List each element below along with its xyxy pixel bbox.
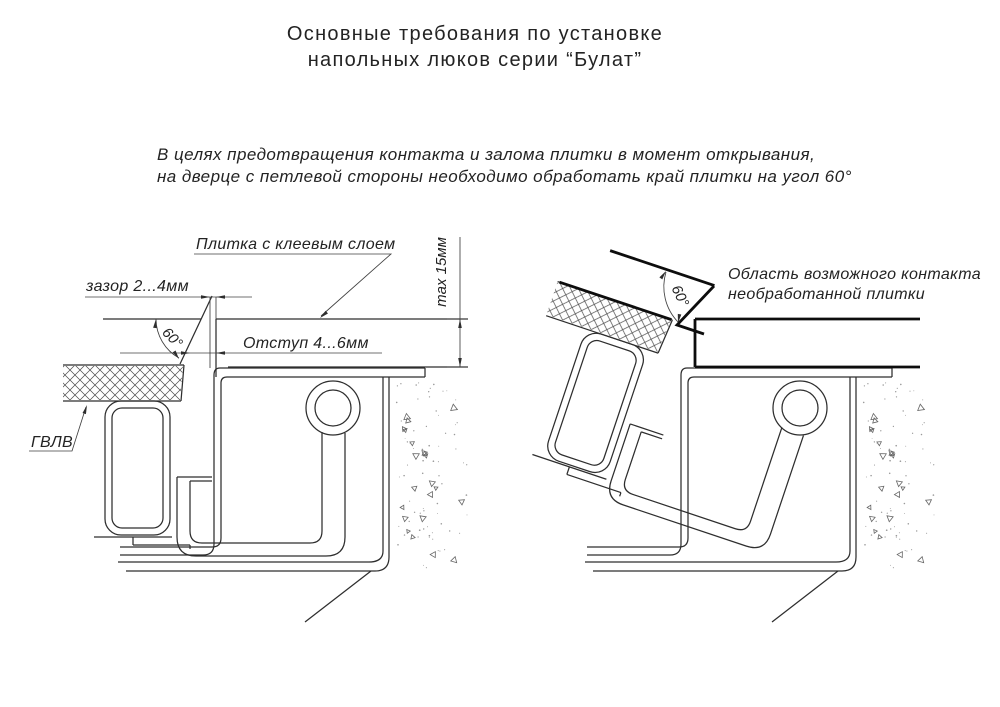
concrete-dot [870,475,872,477]
concrete-dot [429,535,431,537]
concrete-dot [423,565,424,566]
concrete-dot [422,460,424,462]
concrete-dot [428,391,429,392]
right-diagram [497,238,981,622]
concrete-dot [922,399,923,400]
concrete-dot [922,424,923,425]
concrete-dot [439,551,440,552]
concrete-dot [467,514,468,515]
concrete-dot [877,443,879,445]
concrete-dot [890,510,891,511]
concrete-dot [893,567,894,568]
concrete-dot [905,446,906,447]
concrete-dot [900,384,902,386]
concrete-dot [913,390,914,391]
concrete-dot [896,535,898,537]
note-line2: на дверце с петлевой стороны необходимо обработать край плитки на угол 60° [157,167,852,186]
concrete-speckle [867,505,871,509]
concrete-dot [423,508,424,509]
concrete-dot [890,528,891,529]
concrete-dot [880,430,881,431]
concrete-speckle [449,404,458,413]
concrete-dot [466,464,467,465]
concrete-dot [880,448,881,449]
concrete-dot [455,424,456,425]
concrete-dot [894,526,895,527]
contact-label-line2: необработанной плитки [728,286,926,303]
thickness-arrow-bottom [458,358,462,367]
concrete-dot [426,426,427,427]
offset-label: Отступ 4...6мм [243,335,369,352]
concrete-dot [449,530,450,531]
concrete-dot [895,391,896,392]
concrete-dot [865,526,866,527]
concrete-speckle [926,500,932,505]
concrete-dot [886,529,888,531]
concrete-dot [905,550,906,551]
thickness-arrow-top [458,319,462,328]
concrete-dot [438,446,439,447]
concrete-dot [445,433,446,434]
concrete-speckle [887,514,894,522]
concrete-speckle [427,492,432,498]
concrete-dot [905,415,906,416]
concrete-dot [864,385,865,386]
concrete-dot [413,448,414,449]
concrete-dot [413,430,414,431]
concrete-fill-left [396,382,468,568]
concrete-dot [933,464,934,465]
concrete-dot [422,473,424,475]
concrete-speckle [411,535,416,540]
concrete-dot [881,512,882,513]
concrete-dot [934,514,935,515]
extension-lines [210,297,216,368]
concrete-dot [407,465,408,466]
concrete-dot [455,448,456,449]
concrete-dot [899,532,900,533]
concrete-speckle [879,486,885,491]
page-title-line2: напольных люков серии “Булат” [307,49,643,71]
concrete-dot [420,513,421,514]
board-label: ГВЛВ [31,434,74,451]
concrete-dot [409,501,410,502]
concrete-dot [415,384,417,386]
concrete-speckle [878,535,883,540]
angle-label-right: 60° [667,282,692,310]
concrete-dot [906,551,907,552]
concrete-dot [924,422,925,423]
thickness-label: max 15мм [433,237,450,307]
concrete-dot [896,396,897,397]
angle-arrow-bottom [173,350,181,360]
concrete-dot [884,536,885,537]
concrete-speckle [916,404,925,413]
concrete-dot [899,539,900,540]
concrete-dot [900,460,902,462]
tile-leader-arrow [319,311,328,320]
concrete-dot [909,391,910,392]
concrete-dot [876,501,877,502]
concrete-dot [422,449,424,451]
concrete-dot [921,434,923,436]
concrete-dot [874,465,875,466]
concrete-dot [908,523,910,525]
concrete-dot [433,460,435,462]
concrete-speckle [897,550,905,557]
concrete-dot [399,477,400,478]
concrete-dot [430,388,431,389]
concrete-dot [466,494,468,496]
concrete-dot [890,508,891,509]
concrete-dot [433,384,435,386]
concrete-speckle [406,530,411,534]
concrete-speckle [451,556,458,563]
concrete-speckle [894,492,899,498]
floor-tile-thick [695,319,920,367]
tile-label: Плитка с клеевым слоем [196,236,396,253]
concrete-dot [912,433,913,434]
concrete-dot [874,441,875,442]
concrete-dot [897,388,898,389]
concrete-dot [922,448,923,449]
concrete-dot [428,445,430,447]
concrete-dot [866,477,867,478]
board-leader-arrow [83,404,89,414]
concrete-dot [889,460,891,462]
concrete-speckle [420,514,427,522]
concrete-dot [904,513,905,514]
concrete-dot [400,383,401,384]
concrete-dot [432,539,433,540]
concrete-dot [889,473,891,475]
page-title-line1: Основные требования по установке [286,23,664,45]
concrete-dot [441,523,443,525]
concrete-dot [889,449,891,451]
concrete-dot [868,420,869,421]
concrete-dot [893,426,894,427]
angle-label-left: 60° [158,324,186,352]
concrete-dot [396,402,398,404]
concrete-dot [896,537,897,538]
thickness-dim-line [447,237,468,367]
concrete-dot [423,510,424,511]
concrete-dot [933,494,935,496]
concrete-dot [863,402,865,404]
concrete-dot [438,415,439,416]
concrete-speckle [901,485,906,490]
concrete-dot [423,528,424,529]
concrete-dot [403,475,405,477]
concrete-speckle [878,451,886,459]
contact-label-line1: Область возможного контакта [728,266,981,283]
concrete-dot [887,513,888,514]
concrete-dot [419,529,421,531]
concrete-dot [911,549,912,550]
concrete-dot [884,398,885,399]
concrete-dot [432,532,433,533]
concrete-dot [407,441,408,442]
concrete-speckle [434,485,439,490]
concrete-dot [397,385,398,386]
concrete-dot [895,445,897,447]
concrete-dot [905,475,906,476]
concrete-dot [414,512,415,513]
concrete-dot [890,565,891,566]
concrete-dot [410,443,412,445]
concrete-dot [871,534,872,535]
concrete-dot [454,434,456,436]
concrete-dot [417,536,418,537]
concrete-dot [904,503,906,505]
concrete-dot [446,390,447,391]
gap-arrow-left [201,295,210,299]
concrete-dot [437,513,438,514]
concrete-dot [429,396,430,397]
concrete-dot [916,530,917,531]
concrete-speckle [918,556,925,563]
concrete-speckle [896,479,903,487]
concrete-dot [429,537,430,538]
concrete-speckle [411,451,419,459]
concrete-dot [876,521,877,522]
concrete-dot [418,382,419,383]
concrete-dot [444,549,445,550]
concrete-dot [401,420,402,421]
concrete-dot [426,567,427,568]
angle-arrow-top-right [659,270,667,279]
open-tile-top-thick [610,251,714,286]
concrete-speckle [400,505,404,509]
gap-arrow-right [216,295,225,299]
concrete-dot [882,384,884,386]
concrete-dot [459,533,460,534]
concrete-dot [864,544,866,546]
left-diagram [29,236,468,622]
concrete-dot [905,461,906,462]
concrete-speckle [430,550,438,557]
concrete-dot [405,438,406,439]
concrete-dot [463,462,464,463]
concrete-dot [404,534,405,535]
concrete-speckle [402,516,408,522]
concrete-speckle [459,500,465,505]
concrete-dot [438,550,439,551]
gap-label: зазор 2...4мм [86,278,189,295]
concrete-speckle [873,530,878,534]
concrete-dot [417,398,418,399]
concrete-dot [398,526,399,527]
concrete-dot [435,410,436,411]
concrete-dot [926,533,927,534]
concrete-dot [441,483,442,484]
offset-arrow-right [216,351,225,355]
concrete-dot [437,503,439,505]
concrete-dot [438,475,439,476]
concrete-dot [908,483,909,484]
concrete-dot [442,391,443,392]
concrete-fill-right [863,382,935,568]
concrete-dot [457,422,458,423]
concrete-speckle [429,479,436,487]
concrete-dot [409,521,410,522]
concrete-speckle [412,486,418,491]
concrete-dot [397,544,399,546]
tile-leader [194,254,391,316]
concrete-dot [427,526,428,527]
concrete-dot [455,399,456,400]
concrete-dot [902,410,903,411]
concrete-speckle [869,516,875,522]
note-line1: В целях предотвращения контакта и залома плитки в момент открывания, [157,145,816,164]
concrete-dot [872,438,873,439]
concrete-dot [438,461,439,462]
concrete-dot [867,383,868,384]
concrete-dot [930,462,931,463]
concrete-dot [885,382,886,383]
